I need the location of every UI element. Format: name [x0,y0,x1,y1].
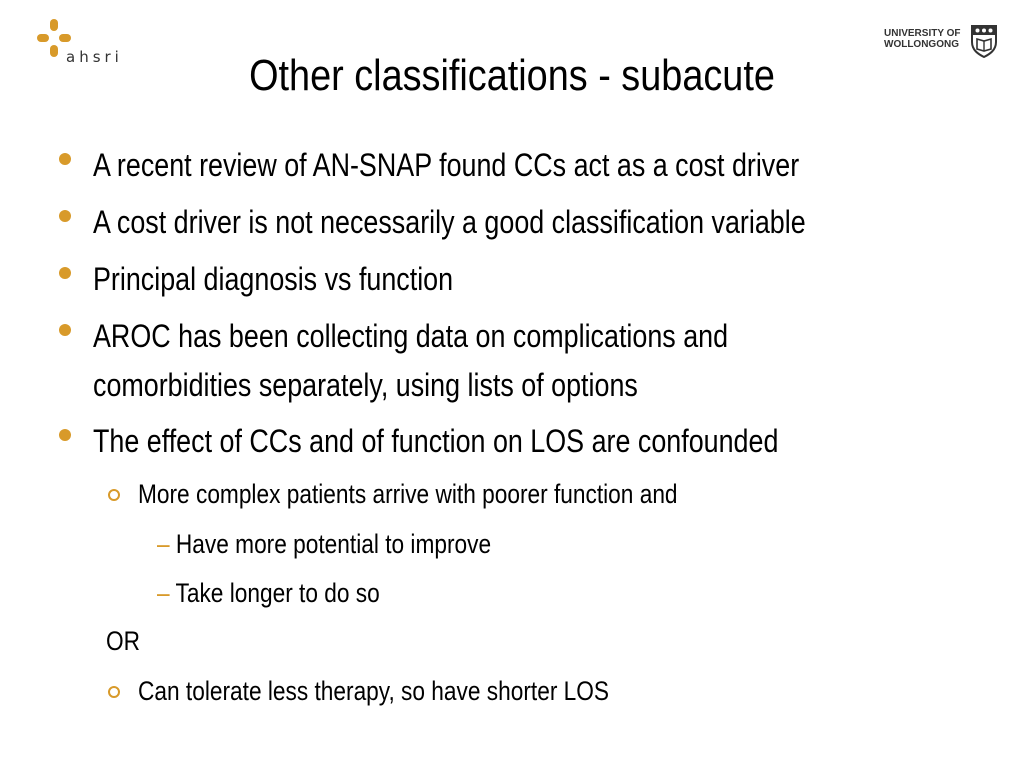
bullet-item-4: AROC has been collecting data on complications and [93,318,729,354]
uow-line2: WOLLONGONG [884,39,959,50]
sub-bullet-item-1: More complex patients arrive with poorer function and [138,479,678,509]
sub-bullet-ring-icon [108,686,120,698]
bullet-dot-icon [59,324,71,336]
bullet-item-4-continued: comorbidities separately, using lists of options [93,367,638,403]
sub-bullet-ring-icon [108,489,120,501]
dash-item-2-text: Take longer to do so [175,578,380,608]
bullet-item-2: A cost driver is not necessarily a good classification variable [93,204,806,240]
bullet-dot-icon [59,429,71,441]
dash-item-2 [157,576,380,610]
sub-bullet-item-2: Can tolerate less therapy, so have shorter LOS [138,676,610,706]
dash-item-1 [157,527,491,561]
ahsri-wordmark: ahsri [66,48,123,66]
or-label: OR [106,626,141,656]
bullet-dot-icon [59,267,71,279]
dash-marker: – [157,529,176,559]
bullet-dot-icon [59,153,71,165]
uow-line1: UNIVERSITY OF [884,28,961,39]
dash-marker: – [157,578,176,608]
bullet-item-1: A recent review of AN-SNAP found CCs act as a cost driver [93,147,800,183]
page-title: Other classifications - subacute [249,51,775,100]
bullet-item-3: Principal diagnosis vs function [93,261,454,297]
bullet-dot-icon [59,210,71,222]
dash-item-1-text: Have more potential to improve [175,529,492,559]
bullet-item-5: The effect of CCs and of function on LOS are confounded [93,423,779,459]
